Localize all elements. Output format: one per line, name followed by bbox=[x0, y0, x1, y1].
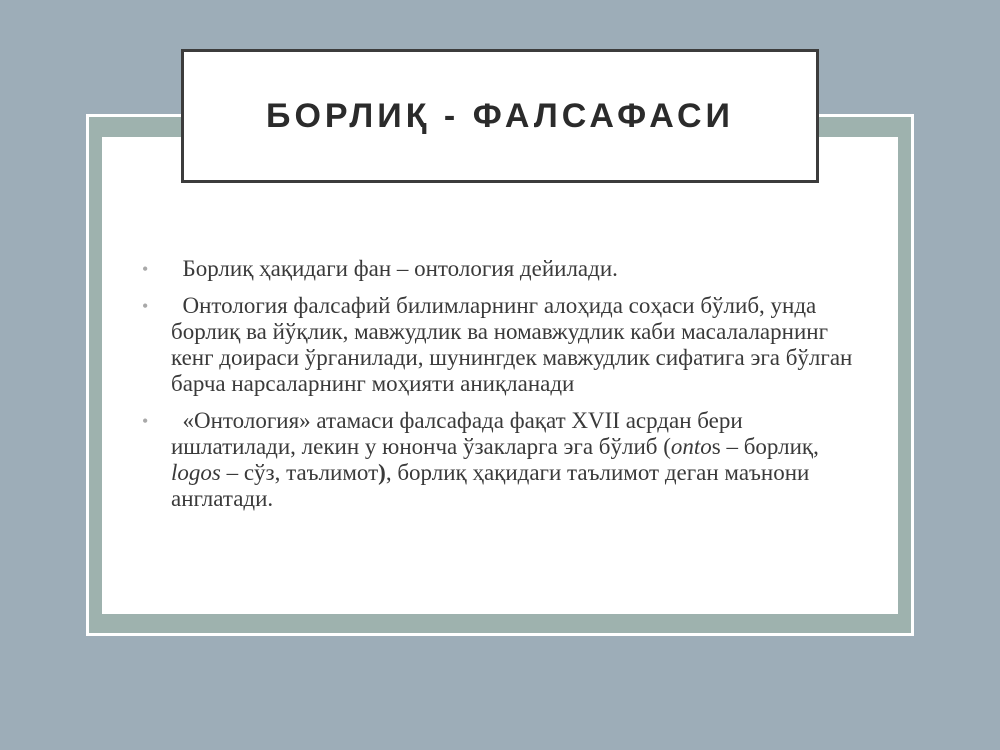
bullet-list bbox=[140, 256, 860, 523]
bullet-dot-icon: • bbox=[142, 259, 149, 279]
bullet-text-part: – сўз, таълимот bbox=[220, 460, 379, 485]
title-box bbox=[181, 49, 819, 183]
bullet-item bbox=[140, 408, 860, 512]
bullet-text: Борлиқ ҳақидаги фан – онтология дейилади. bbox=[182, 256, 618, 281]
bullet-item bbox=[140, 256, 860, 282]
term-logos: logos bbox=[171, 460, 221, 485]
bullet-text-part: s – борлиқ, bbox=[711, 434, 819, 459]
bullet-text: Онтология фалсафий билимларнинг алоҳида соҳаси бўлиб, унда борлиқ ва йўқлик, мавжудлик ва номавжудлик каби масалаларнинг кенг доираси ўрганилади, шунингдек мавжудлик сифатига эга бўлган барча нарсаларнинг моҳияти аниқланади bbox=[171, 293, 853, 396]
bullet-item bbox=[140, 293, 860, 397]
closing-paren: ) bbox=[378, 460, 386, 485]
bullet-dot-icon: • bbox=[142, 411, 149, 431]
term-ontos: onto bbox=[670, 434, 712, 459]
slide-title: БОРЛИҚ - ФАЛСАФАСИ bbox=[266, 96, 734, 135]
bullet-dot-icon: • bbox=[142, 296, 149, 316]
bullet-text-part: , борлиқ ҳақидаги таълимот деган маънони англатади. bbox=[171, 460, 810, 511]
bullet-text-part: «Онтология» атамаси фалсафада фақат XVII асрдан бери ишлатилади, лекин у юнонча ўзакларга эга бўлиб ( bbox=[171, 408, 743, 459]
